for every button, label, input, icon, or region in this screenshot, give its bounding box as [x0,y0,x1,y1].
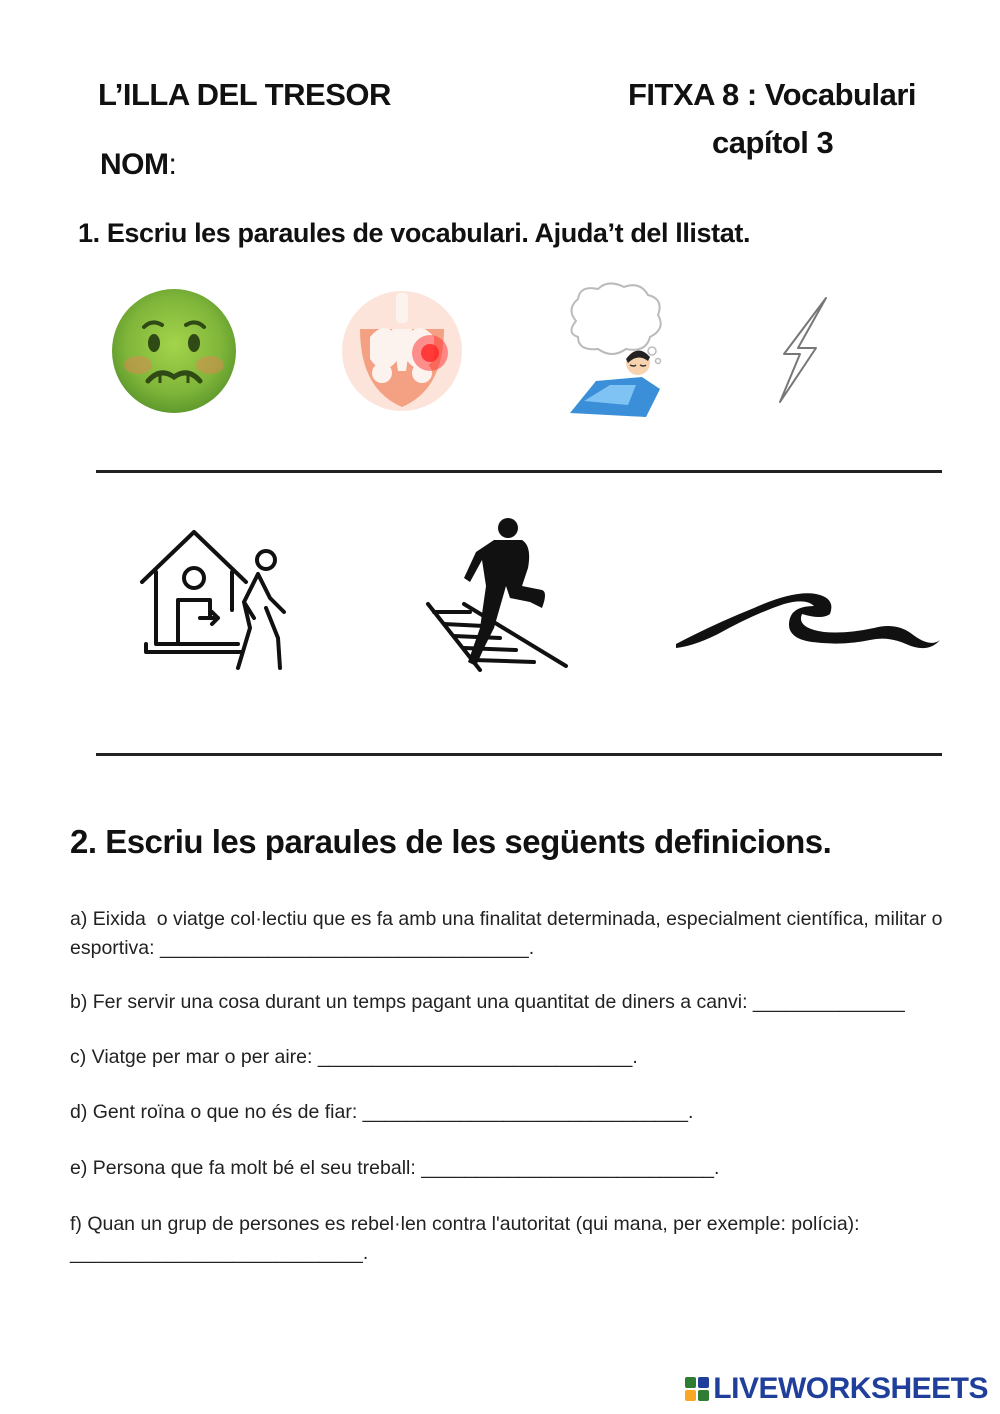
name-label-text: NOM [100,148,169,181]
nauseated-face-icon [108,287,240,415]
worksheet-number: FITXA 8 : Vocabulari [628,77,916,112]
answer-line-row2 [96,753,942,756]
dreaming-sleeper-icon [566,281,666,419]
definition-d: d) Gent roïna o que no és de fiar: ______________________________. [70,1101,694,1123]
section2-title: 2. Escriu les paraules de les següents definicions. [70,823,832,860]
definition-e: e) Persona que fa molt bé el seu treball: ___________________________. [70,1157,720,1179]
logo-square [698,1377,709,1388]
liveworksheets-logo-icon [685,1377,709,1401]
definition-b: b) Fer servir una cosa durant un temps pagant una quantitat de diners a canvi: ______________ [70,991,905,1013]
running-on-ladder-icon [424,516,570,674]
section1-title: 1. Escriu les paraules de vocabulari. Ajuda’t del llistat. [78,218,751,248]
logo-square [698,1390,709,1401]
logo-square [685,1390,696,1401]
lightning-bolt-icon [776,296,832,406]
hip-pain-icon [340,289,464,413]
logo-square [685,1377,696,1388]
definition-c: c) Viatge per mar o per aire: _____________________________. [70,1046,638,1068]
answer-line-row1 [96,470,942,473]
leaving-house-icon [138,528,290,674]
worksheet-title: L’ILLA DEL TRESOR [98,77,391,112]
definition-a: a) Eixida o viatge col·lectiu que es fa amb una finalitat determinada, especialment científica, militar o esportiva: __________________________________. [70,908,948,959]
liveworksheets-logo[interactable] [685,1372,988,1406]
name-label [100,148,176,182]
worksheet-chapter: capítol 3 [712,125,834,160]
wave-icon [674,588,944,652]
name-colon: : [168,148,177,181]
definition-f: f) Quan un grup de persones es rebel·len contra l'autoritat (qui mana, per exemple: polícia): ___________________________. [70,1213,865,1264]
liveworksheets-brand: LIVEWORKSHEETS [713,1372,988,1405]
